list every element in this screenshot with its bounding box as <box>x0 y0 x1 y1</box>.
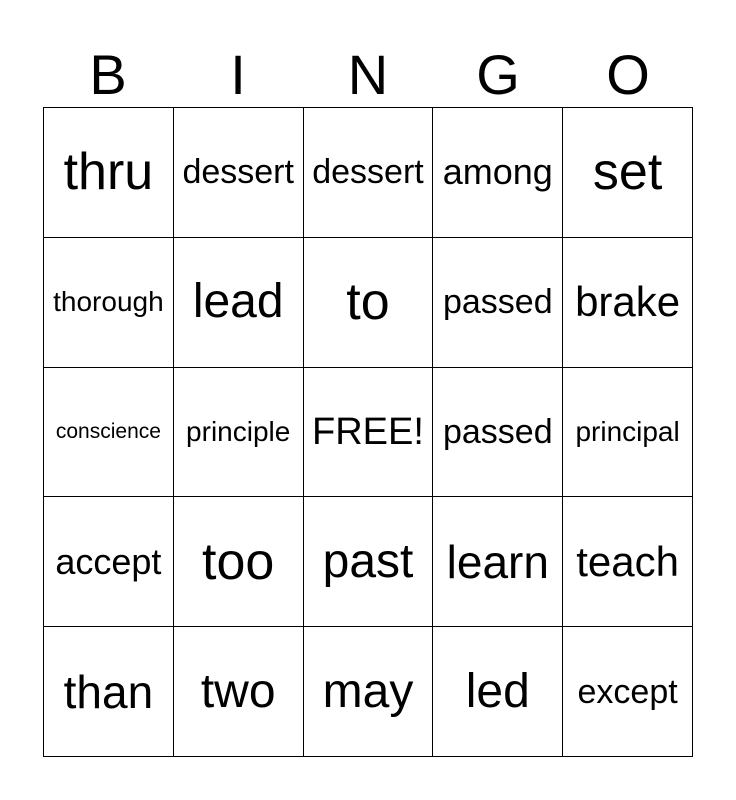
bingo-cell <box>174 497 304 627</box>
header-letter-i: I <box>230 43 246 106</box>
bingo-cell <box>44 238 174 368</box>
cell-word: may <box>322 664 414 718</box>
bingo-cell <box>563 238 693 368</box>
cell-word: accept <box>55 540 162 582</box>
cell-word: principle <box>186 415 291 447</box>
bingo-cell <box>433 238 563 368</box>
cell-word: passed <box>442 412 553 451</box>
bingo-grid <box>43 107 693 757</box>
cell-word: except <box>577 672 678 711</box>
bingo-cell <box>433 627 563 757</box>
free-space-label: FREE! <box>312 410 424 453</box>
cell-word: set <box>592 143 663 202</box>
bingo-cell <box>304 497 434 627</box>
bingo-cell <box>304 238 434 368</box>
bingo-cell <box>44 108 174 238</box>
bingo-cell <box>563 368 693 498</box>
bingo-cell <box>563 497 693 627</box>
bingo-cell <box>174 627 304 757</box>
cell-word: among <box>442 151 553 193</box>
bingo-cell <box>433 497 563 627</box>
cell-word: learn <box>446 535 549 588</box>
cell-word: conscience <box>55 420 161 444</box>
bingo-cell <box>174 368 304 498</box>
bingo-cell <box>44 368 174 498</box>
free-space-cell <box>304 368 434 498</box>
cell-word: lead <box>192 275 284 329</box>
bingo-cell <box>563 108 693 238</box>
cell-word: principal <box>575 415 680 447</box>
cell-word: teach <box>576 537 679 585</box>
bingo-cell <box>44 627 174 757</box>
cell-word: led <box>465 664 530 718</box>
bingo-cell <box>304 627 434 757</box>
cell-word: two <box>200 664 276 718</box>
bingo-cell <box>433 368 563 498</box>
cell-word: past <box>322 534 414 588</box>
bingo-header <box>43 42 693 108</box>
bingo-cell <box>304 108 434 238</box>
cell-word: too <box>202 532 275 591</box>
header-letter-o: O <box>606 43 650 106</box>
header-letter-n: N <box>347 43 389 106</box>
bingo-cell <box>433 108 563 238</box>
bingo-cell <box>563 627 693 757</box>
cell-word: thru <box>63 143 154 202</box>
cell-word: thorough <box>53 286 164 318</box>
header-letter-g: G <box>476 43 520 106</box>
bingo-cell <box>44 497 174 627</box>
header-letter-b: B <box>89 43 127 106</box>
bingo-cell <box>174 238 304 368</box>
cell-word: to <box>346 273 390 332</box>
cell-word: than <box>63 665 154 718</box>
bingo-cell <box>174 108 304 238</box>
cell-word: dessert <box>182 153 294 192</box>
cell-word: passed <box>442 283 553 322</box>
cell-word: dessert <box>312 153 424 192</box>
cell-word: brake <box>575 278 681 326</box>
